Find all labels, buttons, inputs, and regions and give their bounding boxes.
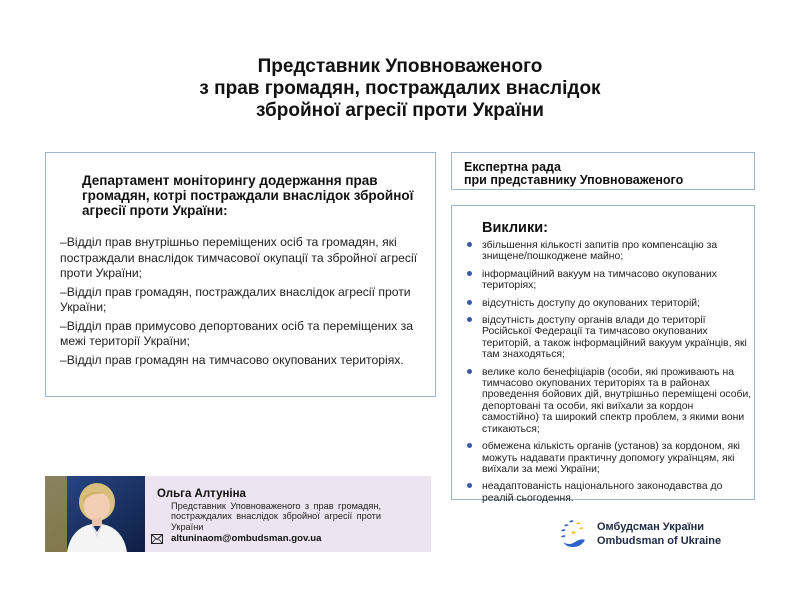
ombudsman-logo [555,516,755,552]
title-line-3: збройної агресії проти України [256,100,544,121]
department-list [60,235,430,371]
challenge-item [462,481,752,504]
expert-line-1: Експертна рада [464,160,561,174]
challenge-item [462,441,752,475]
department-item: –Відділ прав примусово депортованих осіб та переміщених за межі території України; [60,318,413,348]
challenge-text: обмежена кількість органів (установ) за кордоном, які можуть надавати практичну допомогу українцям, які виїхали за межі України; [482,441,740,475]
challenge-item [462,315,752,361]
bullet-icon [467,483,472,488]
title-line-1: Представник Уповноваженого [257,56,543,77]
bullet-icon [467,300,472,305]
email-link[interactable]: altuninaom@ombudsman.gov.ua [171,533,322,544]
bullet-icon [467,317,472,322]
challenges-list [462,240,752,510]
expert-council-box [451,152,755,190]
challenges-title: Виклики: [482,220,548,236]
person-photo [45,476,145,552]
logo-text-en: Ombudsman of Ukraine [597,535,722,547]
challenge-text: неадаптованість національного законодавства до реалій сьогодення. [482,481,723,504]
expert-line-2: при представнику Уповноваженого [464,173,684,187]
bullet-icon [467,443,472,448]
logo-text-uk: Омбудсман України [597,521,705,533]
department-item: –Відділ прав громадян, постраждалих внаслідок агресії проти України; [60,284,411,314]
bullet-icon [467,369,472,374]
page-title [120,56,680,122]
mail-icon [151,534,163,544]
portrait-image [45,476,145,552]
challenge-item [462,298,752,309]
challenges-box [451,205,755,504]
bullet-icon [467,271,472,276]
challenge-text: велике коло бенефіціарів (особи, які проживають на тимчасово окупованих територіях та в районах проведення бойових дій, внутрішньо переміщені особи, депортовані та особи, які виїхали за кордон самостійно) та широкий спектр проблем, з якими вони стикаються; [482,366,752,435]
person-card [45,476,431,552]
department-box [45,152,436,397]
challenge-text: збільшення кількості запитів про компенсацію за знищене/пошкоджене майно; [482,240,718,263]
department-item: –Відділ прав громадян на тимчасово окупованих територіях. [60,352,404,367]
challenge-text: відсутність доступу органів влади до території Російської Федерації та тимчасово окупованих територій, а також інформаційний вакуум українців, які там знаходяться; [482,315,747,361]
person-name: Ольга Алтуніна [157,488,246,500]
challenge-item [462,269,752,292]
challenge-item [462,240,752,263]
department-item: –Відділ прав внутрішньо переміщених осіб та громадян, які постраждали внаслідок тимчасової окупації та збройної агресії проти України; [60,235,418,280]
expert-council-title [464,161,749,187]
challenge-item [462,367,752,435]
title-line-2: з прав громадян, постраждалих внаслідок [199,78,601,99]
challenge-text: відсутність доступу до окупованих територій; [482,297,700,309]
bullet-icon [467,242,472,247]
person-role: Представник Уповноваженого з прав громадян, постраждалих внаслідок збройної агресії проти України [171,501,381,532]
department-title: Департамент моніторингу додержання прав громадян, котрі постраждали внаслідок збройної агресії проти України: [82,173,414,218]
challenge-text: інформаційний вакуум на тимчасово окупованих територіях; [482,268,717,292]
ombudsman-emblem-icon [555,516,589,550]
